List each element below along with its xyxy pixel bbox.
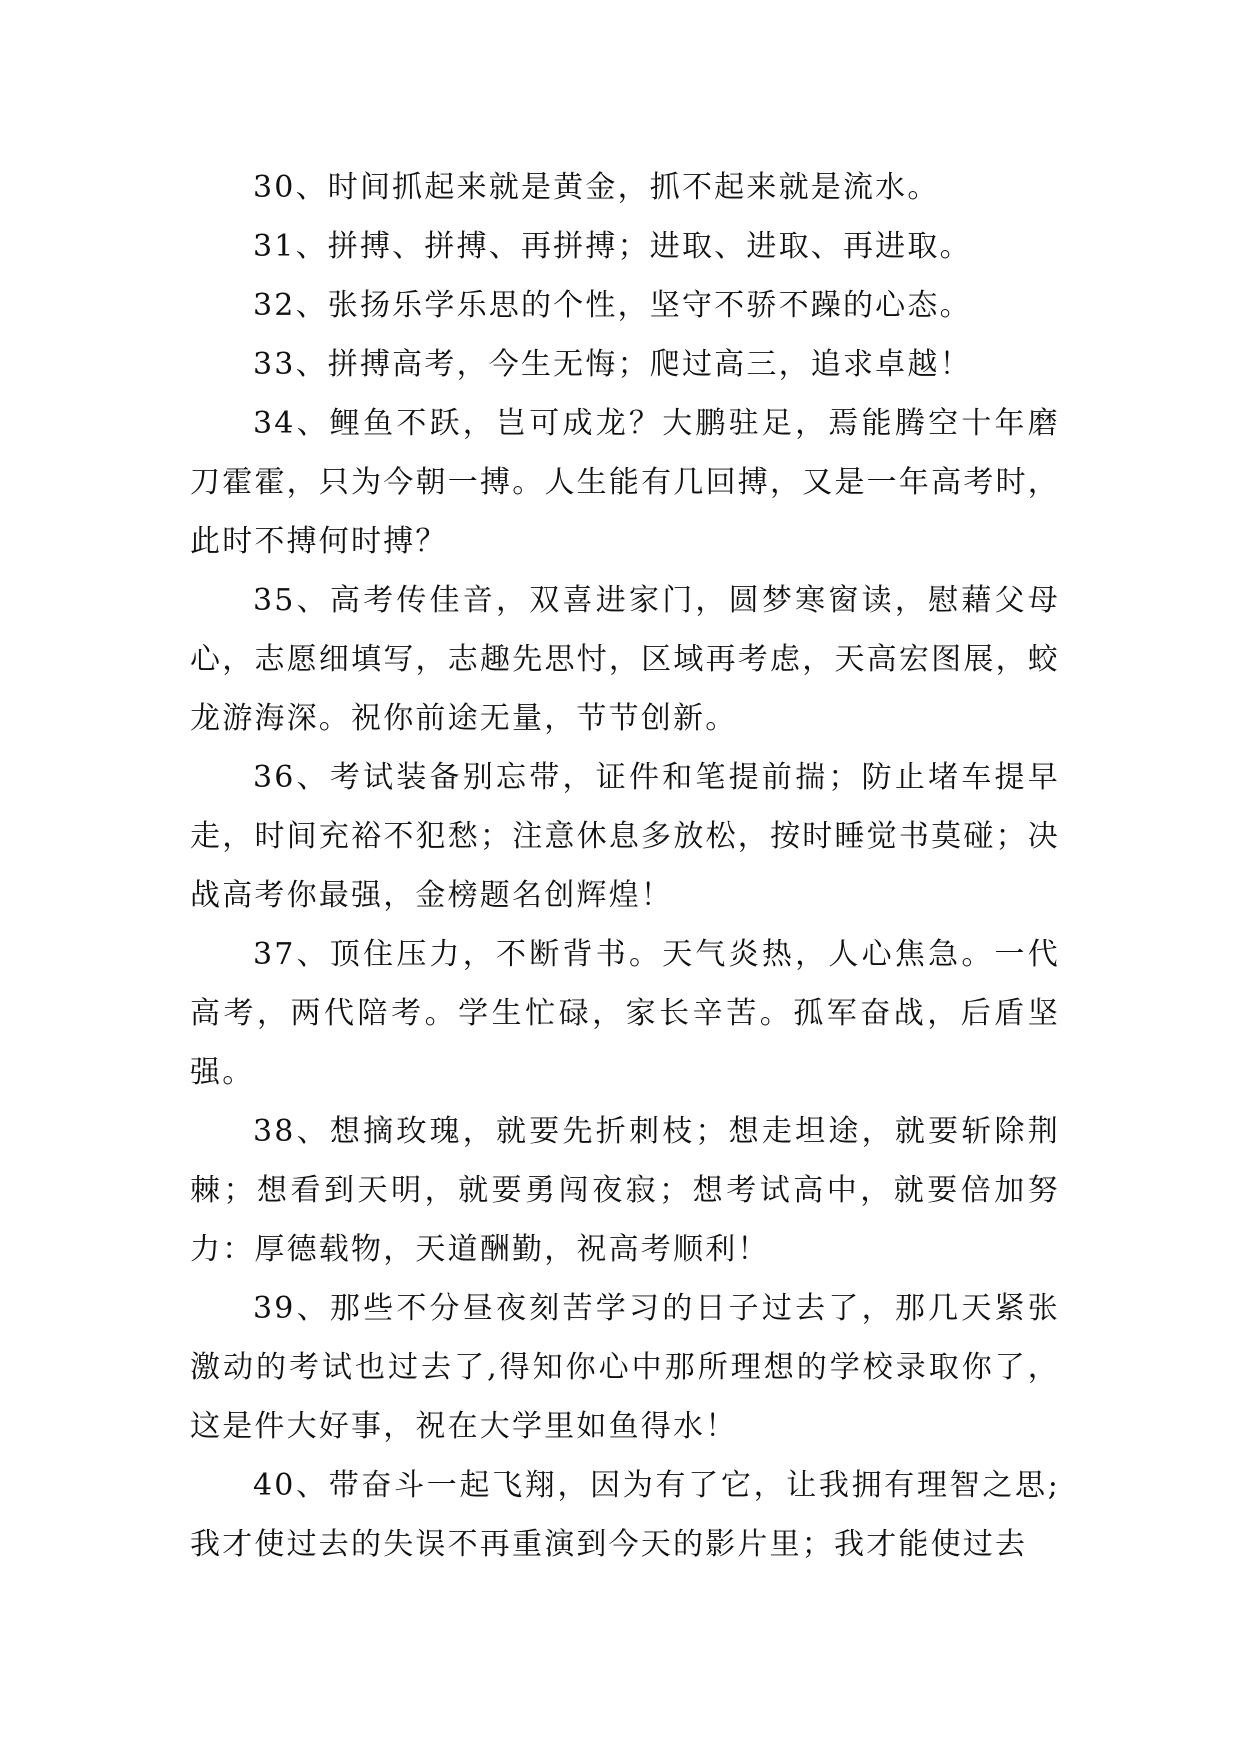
- paragraph-36: 36、考试装备别忘带，证件和笔提前揣；防止堵车提早走，时间充裕不犯愁；注意休息多放松，按时睡觉书莫碰；决战高考你最强，金榜题名创辉煌！: [190, 760, 1060, 913]
- paragraph-38: 38、想摘玫瑰，就要先折刺枝；想走坦途，就要斩除荆棘；想看到天明，就要勇闯夜寂；想考试高中，就要倍加努力：厚德载物，天道酬勤，祝高考顺利！: [190, 1114, 1060, 1267]
- paragraph-30: 30、时间抓起来就是黄金，抓不起来就是流水。: [253, 170, 940, 205]
- paragraph-32: 32、张扬乐学乐思的个性，坚守不骄不躁的心态。: [253, 288, 972, 323]
- document-body: [190, 158, 1060, 1574]
- paragraph-39: 39、那些不分昼夜刻苦学习的日子过去了，那几天紧张激动的考试也过去了,得知你心中那所理想的学校录取你了，这是件大好事，祝在大学里如鱼得水！: [190, 1291, 1060, 1444]
- paragraph-37: 37、顶住压力，不断背书。天气炎热，人心焦急。一代高考，两代陪考。学生忙碌，家长辛苦。孤军奋战，后盾坚强。: [190, 937, 1060, 1090]
- paragraph-35: 35、高考传佳音，双喜进家门，圆梦寒窗读，慰藉父母心，志愿细填写，志趣先思忖，区域再考虑，天高宏图展，蛟龙游海深。祝你前途无量，节节创新。: [190, 583, 1060, 736]
- paragraph-33: 33、拼搏高考，今生无悔；爬过高三，追求卓越！: [253, 347, 972, 382]
- paragraph-34: 34、鲤鱼不跃，岂可成龙？大鹏驻足，焉能腾空十年磨刀霍霍，只为今朝一搏。人生能有几回搏，又是一年高考时，此时不搏何时搏？: [190, 406, 1060, 559]
- paragraph-40: 40、带奋斗一起飞翔，因为有了它，让我拥有理智之思;我才使过去的失误不再重演到今天的影片里；我才能使过去: [190, 1468, 1060, 1562]
- paragraph-31: 31、拼搏、拼搏、再拼搏；进取、进取、再进取。: [253, 229, 972, 264]
